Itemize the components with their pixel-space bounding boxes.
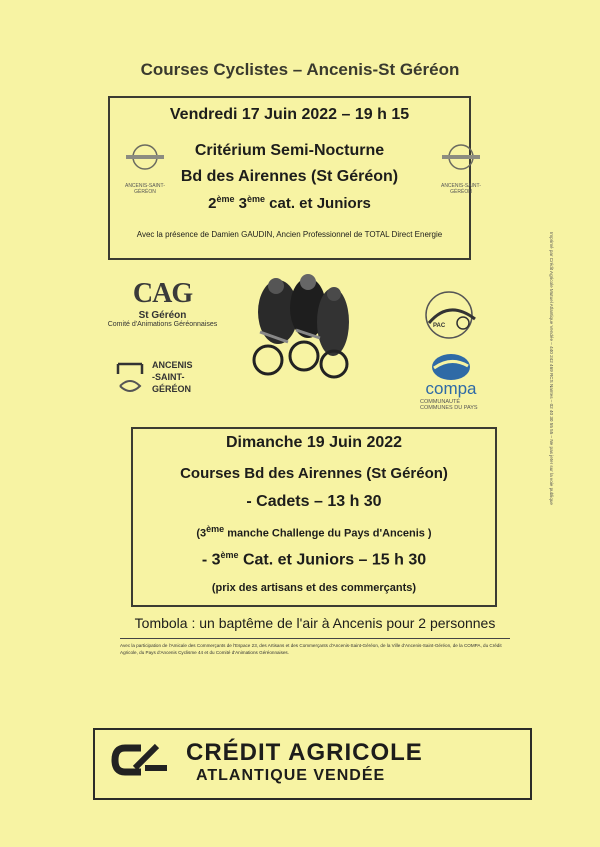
ancenis-wave-icon bbox=[116, 358, 146, 398]
friday-date-time: Vendredi 17 Juin 2022 – 19 h 15 bbox=[169, 106, 410, 123]
compa-swirl-icon bbox=[430, 352, 472, 382]
divider bbox=[120, 638, 510, 639]
sunday-prizes: (prix des artisans et des commerçants) bbox=[211, 582, 417, 594]
friday-presence-note: Avec la présence de Damien GAUDIN, Ancien Professionnel de TOTAL Direct Energie bbox=[136, 230, 443, 239]
sunday-event-box bbox=[131, 427, 497, 607]
sponsor-region: ATLANTIQUE VENDÉE bbox=[196, 767, 386, 784]
friday-event-name: Critérium Semi-Nocturne bbox=[194, 142, 385, 159]
ancenis-saint-gereon-logo: ANCENIS -SAINT- GÉRÉON bbox=[116, 356, 226, 400]
compa-logo: compa COMMUNAUTÉ COMMUNES DU PAYS bbox=[414, 352, 488, 412]
sunday-challenge: (3ème manche Challenge du Pays d'Ancenis ) bbox=[196, 524, 432, 540]
participation-note: Avec la participation de l'Amicale des Commerçants de l'Espace 23, des Artisans et des Commerçants d'Ancenis-Saint-Géréon, de la Ville d'Ancenis-Saint-Géréon, de la COMPA, du Crédit Agricole, du Pays d'Ancenis Cyclisme 44 et du Comité d'Animations Géréonnaises. bbox=[120, 643, 502, 655]
printer-side-note: Imprimé par Crédit Agricole Mutuel Atlantique Vendée – 440 242 469 RCS Nantes – 02 40 30 55 55 – Ne pas jeter sur la voie publique bbox=[549, 232, 554, 505]
friday-location: Bd des Airennes (St Géréon) bbox=[180, 168, 399, 185]
sunday-date: Dimanche 19 Juin 2022 bbox=[225, 434, 403, 451]
pac-logo: PAC bbox=[419, 289, 483, 341]
poster-title: Courses Cyclistes – Ancenis-St Géréon bbox=[140, 60, 460, 79]
sunday-location: Courses Bd des Airennes (St Géréon) bbox=[180, 465, 448, 482]
medal-icon-right: ANCENIS-SAINT-GÉRÉON bbox=[434, 142, 488, 195]
cyclists-photo bbox=[248, 272, 354, 382]
sponsor-name: CRÉDIT AGRICOLE bbox=[186, 739, 423, 766]
friday-categories: 2ème 3ème cat. et Juniors bbox=[208, 194, 371, 212]
medal-icon-left: ANCENIS-SAINT-GÉRÉON bbox=[118, 142, 172, 195]
sunday-cadets: - Cadets – 13 h 30 bbox=[246, 493, 382, 510]
credit-agricole-logo-icon bbox=[111, 738, 173, 793]
cag-logo: CAG St Géréon Comité d'Animations Géréonnaises bbox=[107, 278, 218, 328]
sunday-juniors: - 3ème Cat. et Juniors – 15 h 30 bbox=[201, 550, 427, 569]
tombola-line: Tombola : un baptême de l'air à Ancenis pour 2 personnes bbox=[134, 615, 496, 631]
